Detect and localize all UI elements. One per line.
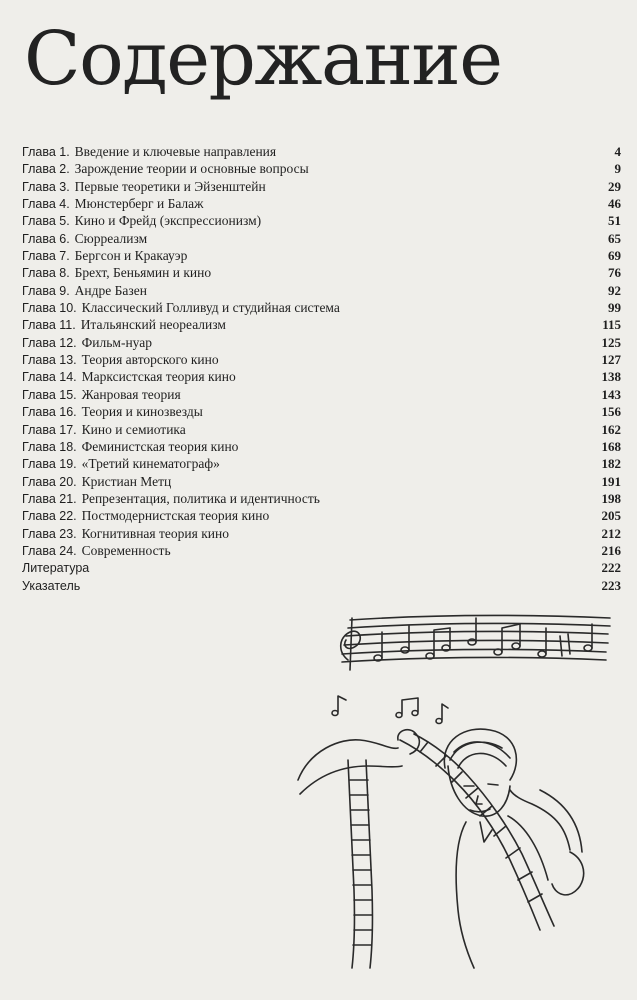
chapter-label: Глава 21. [22, 491, 77, 506]
toc-entry[interactable] [22, 403, 621, 420]
page-number: 29 [608, 178, 621, 194]
toc-entry[interactable] [22, 160, 621, 177]
chapter-label: Глава 4. [22, 197, 70, 212]
page-number: 51 [608, 213, 621, 229]
page-number: 198 [601, 490, 621, 506]
chapter-title: Фильм-нуар [81, 334, 152, 350]
chapter-label: Глава 1. [22, 145, 70, 159]
page-number: 156 [601, 404, 621, 420]
chapter-title: Первые теоретики и Эйзенштейн [74, 178, 266, 194]
toc-entry[interactable] [22, 386, 621, 403]
chapter-title: Теория и кинозвезды [81, 404, 203, 420]
page-number: 212 [601, 525, 621, 541]
toc-entry[interactable] [22, 473, 621, 490]
bibliography-label: Литература [22, 561, 90, 576]
toc-entry[interactable] [22, 507, 621, 524]
chapter-label: Глава 13. [22, 353, 77, 368]
chapter-title: Когнитивная теория кино [81, 525, 229, 541]
table-of-contents [22, 143, 621, 594]
chapter-title: Введение и ключевые направления [74, 144, 277, 159]
person-sketch [298, 729, 584, 968]
toc-entry[interactable] [22, 438, 621, 455]
page-number: 205 [601, 508, 621, 524]
chapter-label: Глава 14. [22, 370, 77, 385]
page-number: 191 [601, 473, 621, 489]
chapter-title: Зарождение теории и основные вопросы [74, 161, 309, 177]
chapter-title: Мюнстерберг и Балаж [74, 196, 204, 212]
page-number: 9 [614, 161, 621, 177]
page-number: 125 [601, 334, 621, 350]
chapter-title: Теория авторского кино [81, 352, 219, 368]
music-staff [341, 615, 610, 670]
floating-notes [332, 696, 448, 724]
music-staff-and-film-reel-sketch-icon [270, 590, 630, 970]
chapter-title: Кристиан Метц [81, 473, 172, 489]
chapter-title: Современность [81, 542, 171, 558]
page-number: 168 [601, 438, 621, 454]
toc-entry[interactable] [22, 421, 621, 438]
chapter-label: Глава 2. [22, 162, 70, 177]
toc-entry[interactable] [22, 316, 621, 333]
index-label: Указатель [22, 578, 81, 593]
page-number: 76 [608, 265, 621, 281]
toc-entry[interactable] [22, 490, 621, 507]
page-number: 143 [601, 386, 621, 402]
page-number: 115 [602, 317, 621, 333]
page-number: 65 [608, 230, 621, 246]
chapter-title: Кино и Фрейд (экспрессионизм) [74, 213, 262, 229]
chapter-title: Репрезентация, политика и идентичность [81, 490, 320, 506]
chapter-label: Глава 12. [22, 335, 77, 350]
page-title: Содержание [24, 16, 502, 102]
page-number: 4 [614, 144, 621, 159]
toc-entry[interactable] [22, 264, 621, 281]
toc-entry[interactable] [22, 351, 621, 368]
chapter-title: Брехт, Беньямин и кино [74, 265, 212, 281]
chapter-label: Глава 23. [22, 526, 77, 541]
page-number: 223 [601, 577, 621, 593]
chapter-label: Глава 10. [22, 301, 77, 316]
page-number: 182 [601, 456, 621, 472]
page-number: 69 [608, 248, 621, 264]
chapter-title: Жанровая теория [81, 386, 181, 402]
chapter-title: Кино и семиотика [81, 421, 186, 437]
chapter-label: Глава 22. [22, 509, 77, 524]
toc-entry[interactable] [22, 299, 621, 316]
page-number: 216 [601, 542, 621, 558]
chapter-label: Глава 24. [22, 543, 77, 558]
page-number: 46 [608, 196, 621, 212]
page-number: 92 [608, 282, 621, 298]
chapter-title: Бергсон и Кракауэр [74, 248, 188, 264]
chapter-label: Глава 8. [22, 266, 70, 281]
toc-entry[interactable] [22, 230, 621, 247]
page-number: 162 [601, 421, 621, 437]
toc-entry[interactable] [22, 247, 621, 264]
page-number: 127 [601, 352, 621, 368]
chapter-title: Феминистская теория кино [81, 438, 239, 454]
chapter-label: Глава 18. [22, 439, 77, 454]
chapter-title: Постмодернистская теория кино [81, 508, 270, 524]
page-number: 99 [608, 300, 621, 316]
toc-entry[interactable] [22, 525, 621, 542]
chapter-label: Глава 17. [22, 422, 77, 437]
chapter-title: Андре Базен [74, 282, 147, 298]
toc-entry-bibliography[interactable] [22, 559, 621, 576]
chapter-label: Глава 9. [22, 283, 70, 298]
chapter-label: Глава 19. [22, 457, 77, 472]
toc-entry[interactable] [22, 542, 621, 559]
chapter-label: Глава 3. [22, 179, 70, 194]
chapter-label: Глава 15. [22, 387, 77, 402]
chapter-label: Глава 7. [22, 249, 70, 264]
chapter-title: Сюрреализм [74, 230, 148, 246]
toc-entry[interactable] [22, 195, 621, 212]
chapter-label: Глава 16. [22, 405, 77, 420]
chapter-title: Марксистская теория кино [81, 369, 236, 385]
toc-entry[interactable] [22, 178, 621, 195]
chapter-title: Классический Голливуд и студийная система [81, 300, 340, 316]
toc-entry[interactable] [22, 282, 621, 299]
chapter-label: Глава 5. [22, 214, 70, 229]
chapter-title: Итальянский неореализм [80, 317, 226, 333]
toc-entry[interactable] [22, 143, 621, 160]
chapter-label: Глава 6. [22, 231, 70, 246]
chapter-label: Глава 11. [22, 318, 76, 333]
toc-entry[interactable] [22, 368, 621, 385]
chapter-title: «Третий кинематограф» [81, 456, 220, 472]
chapter-label: Глава 20. [22, 474, 77, 489]
page-number: 222 [601, 560, 621, 576]
page-number: 138 [601, 369, 621, 385]
toc-entry[interactable] [22, 212, 621, 229]
toc-entry[interactable] [22, 455, 621, 472]
toc-entry[interactable] [22, 334, 621, 351]
